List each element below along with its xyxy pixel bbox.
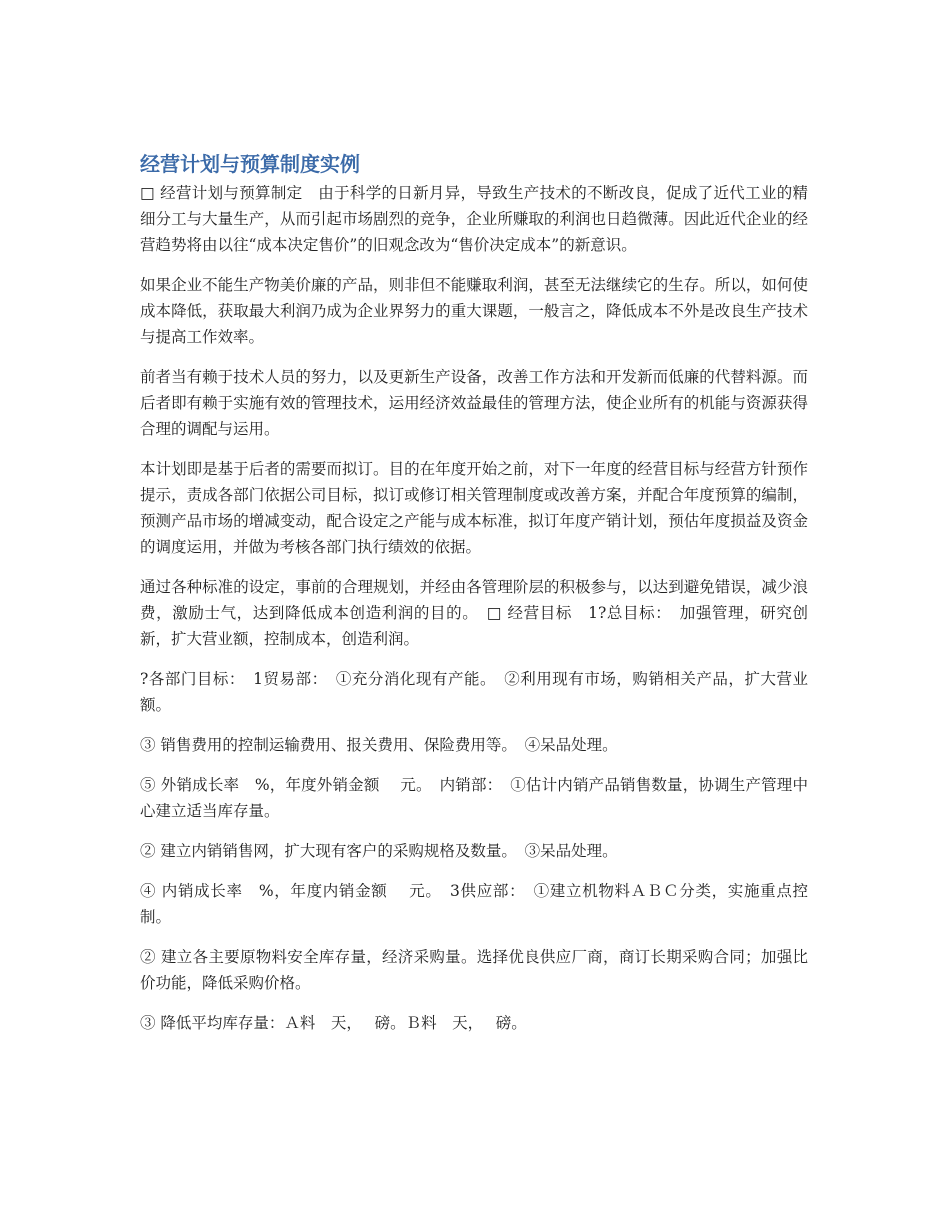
paragraph-3: 前者当有赖于技术人员的努力，以及更新生产设备，改善工作方法和开发新而低廉的代替料源。而后者即有赖于实施有效的管理技术，运用经济效益最佳的管理方法，使企业所有的机能与资源获得合理的调配与运用。 [140,368,808,438]
paragraph-6: ?各部门目标： 1贸易部： ①充分消化现有产能。 ②利用现有市场，购销相关产品，扩大营业额。 [140,670,808,714]
paragraph-8: ⑤ 外销成长率 %，年度外销金额 元。 内销部： ①估计内销产品销售数量，协调生产管理中心建立适当库存量。 [140,776,808,820]
paragraph-12: ③ 降低平均库存量：Ａ料 天， 磅。Ｂ料 天， 磅。 [140,1014,527,1032]
paragraph-10: ④ 内销成长率 %，年度内销金额 元。 3供应部： ①建立机物料ＡＢＣ分类，实施重点控制。 [140,882,808,926]
paragraph-4: 本计划即是基于后者的需要而拟订。目的在年度开始之前，对下一年度的经营目标与经营方针预作提示，责成各部门依据公司目标，拟订或修订相关管理制度或改善方案，并配合年度预算的编制，预测产品市场的增减变动，配合设定之产能与成本标准，拟订年度产销计划，预估年度损益及资金的调度运用，并做为考核各部门执行绩效的依据。 [140,460,808,556]
paragraph-2: 如果企业不能生产物美价廉的产品，则非但不能赚取利润，甚至无法继续它的生存。所以，如何使成本降低，获取最大利润乃成为企业界努力的重大课题，一般言之，降低成本不外是改良生产技术与提高工作效率。 [140,276,808,346]
paragraph-1: □ 经营计划与预算制定 由于科学的日新月异，导致生产技术的不断改良，促成了近代工业的精细分工与大量生产，从而引起市场剧烈的竞争，企业所赚取的利润也日趋微薄。因此近代企业的经营趋势将由以往“成本决定售价”的旧观念改为“售价决定成本”的新意识。 [140,184,808,254]
paragraph-5: 通过各种标准的设定，事前的合理规划，并经由各管理阶层的积极参与，以达到避免错误，减少浪费，激励士气，达到降低成本创造利润的目的。 □ 经营目标 1?总目标： 加强管理，研究创新，扩大营业额，控制成本，创造利润。 [140,578,808,648]
document-title: 经营计划与预算制度实例 [140,152,360,176]
paragraph-11: ② 建立各主要原物料安全库存量，经济采购量。选择优良供应厂商，商订长期采购合同；加强比价功能，降低采购价格。 [140,948,808,992]
document-page [140,148,808,1050]
paragraph-9: ② 建立内销销售网，扩大现有客户的采购规格及数量。 ③呆品处理。 [140,842,618,860]
paragraph-7: ③ 销售费用的控制运输费用、报关费用、保险费用等。 ④呆品处理。 [140,736,618,754]
